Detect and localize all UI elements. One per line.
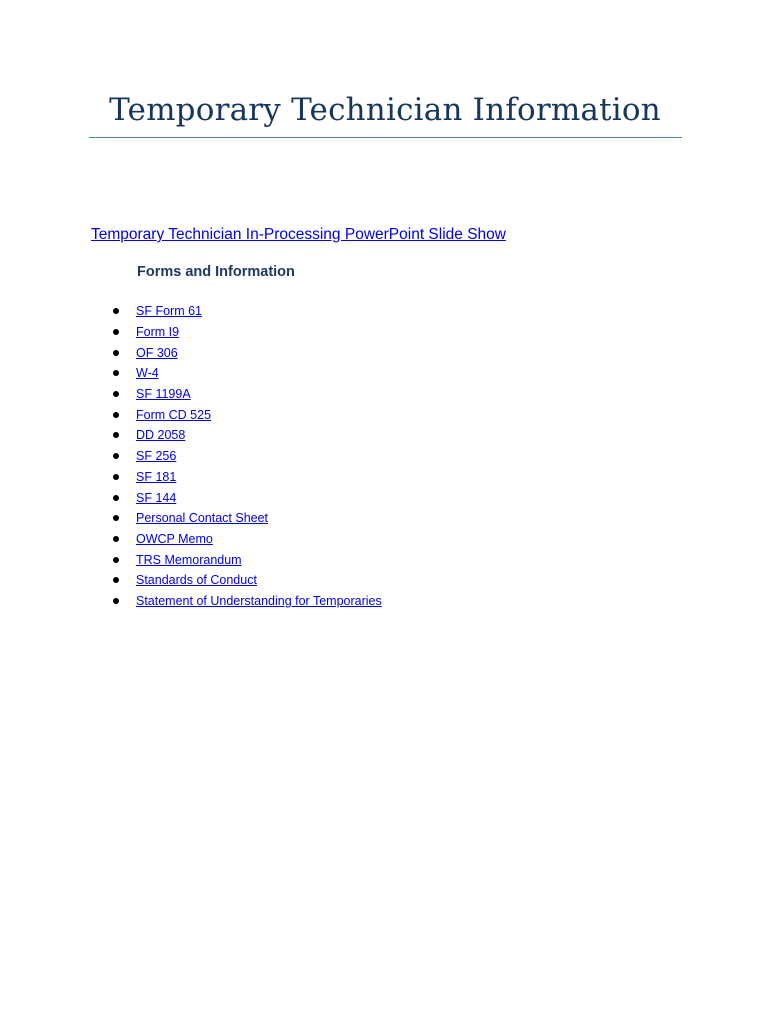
bullet-icon	[113, 557, 119, 563]
form-link-w-4[interactable]: W-4	[136, 366, 159, 381]
list-item	[110, 529, 382, 550]
list-item	[110, 384, 382, 405]
list-item	[110, 549, 382, 570]
list-item	[110, 342, 382, 363]
bullet-icon	[113, 515, 119, 521]
bullet-icon	[113, 536, 119, 542]
form-link-of-306[interactable]: OF 306	[136, 345, 178, 360]
form-link-personal-contact-sheet[interactable]: Personal Contact Sheet	[136, 511, 269, 526]
bullet-icon	[113, 432, 119, 438]
list-item	[110, 487, 382, 508]
form-link-dd-2058[interactable]: DD 2058	[136, 428, 186, 443]
page-title: Temporary Technician Information	[109, 92, 661, 128]
list-item	[110, 363, 382, 384]
form-link-form-i9[interactable]: Form I9	[136, 325, 180, 340]
bullet-icon	[113, 350, 119, 356]
bullet-icon	[113, 453, 119, 459]
form-link-form-cd-525[interactable]: Form CD 525	[136, 407, 212, 422]
forms-list	[110, 301, 382, 611]
bullet-icon	[113, 474, 119, 480]
form-link-sf-144[interactable]: SF 144	[136, 490, 177, 505]
form-link-sf-1199a[interactable]: SF 1199A	[136, 387, 191, 402]
bullet-icon	[113, 329, 119, 335]
form-link-sf-256[interactable]: SF 256	[136, 449, 177, 464]
bullet-icon	[113, 308, 119, 314]
title-underline-divider	[89, 137, 682, 138]
bullet-icon	[113, 598, 119, 604]
bullet-icon	[113, 370, 119, 376]
bullet-icon	[113, 577, 119, 583]
bullet-icon	[113, 391, 119, 397]
bullet-icon	[113, 412, 119, 418]
list-item	[110, 322, 382, 343]
list-item	[110, 446, 382, 467]
list-item	[110, 508, 382, 529]
form-link-sf-form-61[interactable]: SF Form 61	[136, 304, 202, 319]
form-link-sf-181[interactable]: SF 181	[136, 469, 177, 484]
form-link-standards-of-conduct[interactable]: Standards of Conduct	[136, 573, 257, 588]
form-link-statement-of-understanding[interactable]: Statement of Understanding for Temporaries	[136, 593, 382, 608]
slideshow-link[interactable]: Temporary Technician In-Processing PowerPoint Slide Show	[91, 226, 506, 243]
list-item	[110, 301, 382, 322]
list-item	[110, 404, 382, 425]
form-link-owcp-memo[interactable]: OWCP Memo	[136, 531, 213, 546]
list-item	[110, 425, 382, 446]
list-item	[110, 467, 382, 488]
list-item	[110, 591, 382, 612]
form-link-trs-memorandum[interactable]: TRS Memorandum	[136, 552, 242, 567]
list-item	[110, 570, 382, 591]
bullet-icon	[113, 495, 119, 501]
section-heading: Forms and Information	[137, 264, 295, 280]
